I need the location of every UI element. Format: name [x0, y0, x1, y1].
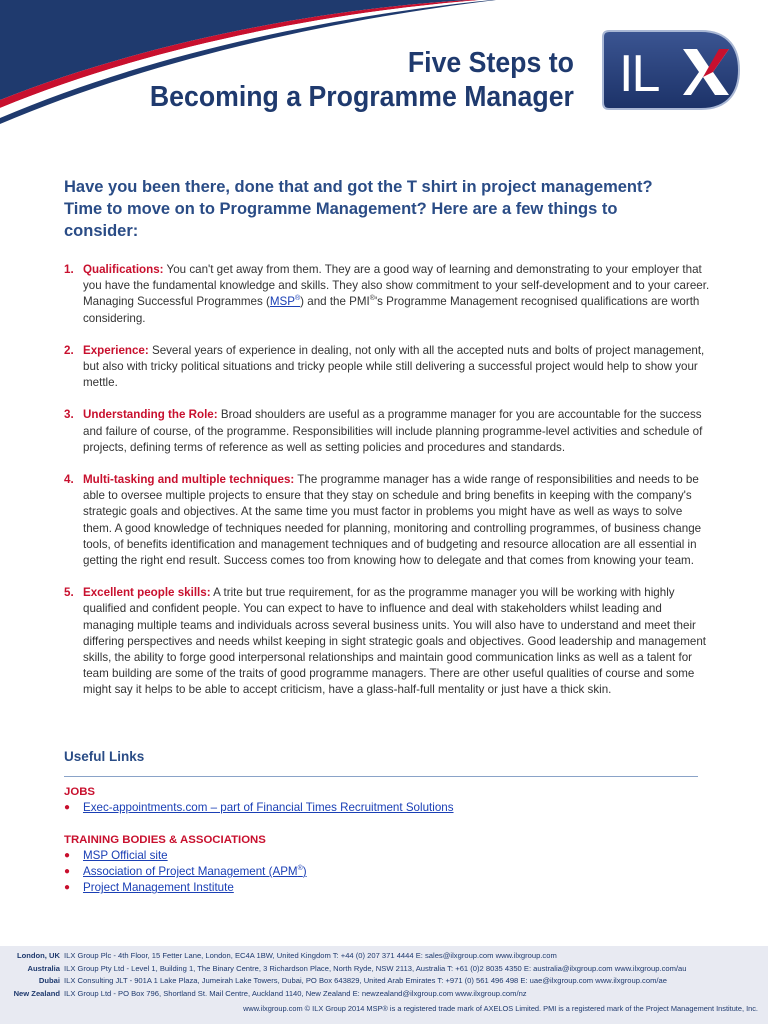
- office-city: Australia: [27, 963, 60, 973]
- step-label: Multi-tasking and multiple techniques:: [83, 473, 295, 487]
- msp-official-site-link[interactable]: MSP Official site: [83, 849, 168, 862]
- registered-mark: ®: [369, 295, 375, 303]
- registered-mark: ®: [295, 295, 301, 303]
- jobs-section: [64, 786, 704, 816]
- step-item-experience: [64, 343, 712, 392]
- list-item: [64, 848, 704, 864]
- steps-list: [64, 262, 712, 715]
- list-item: [64, 864, 704, 880]
- step-label: Qualifications:: [83, 263, 164, 276]
- office-details: ILX Group Ltd - PO Box 796, Shortland St. Mail Centre, Auckland 1140, New Zealand E: newzealand@ilxgroup.com www.ilxgroup.com/nz: [64, 988, 527, 998]
- step-text: Several years of experience in dealing, not only with all the accepted nuts and bolts of project management, but also with tricky political situations and tricky people while still delivering a successful project would help to show your mettle.: [83, 343, 705, 390]
- pmi-link[interactable]: Project Management Institute: [83, 881, 234, 895]
- office-details: ILX Consulting JLT - 901A 1 Lake Plaza, Jumeirah Lake Towers, Dubai, PO Box 643829, United Arab Emirates T: +971 (0) 561 496 498 E: uae@ilxgroup.com www.ilxgroup.com/ae: [64, 976, 667, 986]
- copyright-text: www.ilxgroup.com © ILX Group 2014 MSP® is a registered trade mark of AXELOS Limited. PMI is a registered mark of the Project Management Institute, Inc.: [243, 1004, 758, 1013]
- step-item-people-skills: [64, 585, 712, 698]
- step-number: 3.: [64, 408, 74, 422]
- step-text: You can't get away from them. They are a good way of learning and demonstrating to your employer that you have the fundamental knowledge and skills. They also show commitment to your self-development and to your career. Managing Successful Programmes (: [83, 263, 710, 309]
- office-city: Dubai: [38, 976, 60, 986]
- step-number: 4.: [64, 473, 74, 487]
- office-row-new-zealand: [0, 988, 768, 1001]
- intro-heading: Have you been there, done that and got the T shirt in project management? Time to move on to Programme Management? Here are a few things to consider:: [64, 178, 653, 240]
- step-text: A trite but true requirement, for as the programme manager you will be working with highly qualified and confident people. You can expect to have to influence and deal with stakeholders whilst leading and managing multiple teams and individuals across several business units. You will also have to understand and meet their differing perspectives and needs whilst keeping in sight strategic goals and objectives. Good leadership and management skills, the ability to forge good interpersonal relationships and maintain good communication links as well as a talent for team building are some of the traits of good programme managers. There are other useful qualities of course and some might say it helps to be able to accept criticism, have a glass-half-full mentality or just have a thick skin.: [83, 586, 707, 697]
- office-row-dubai: [0, 975, 768, 988]
- divider: [64, 776, 698, 777]
- apm-link[interactable]: [83, 865, 307, 878]
- bullet-icon: ●: [64, 866, 71, 878]
- step-text: The programme manager has a wide range of responsibilities and needs to be able to oversee multiple projects to ensure that they stay on schedule and bring benefits in keeping with the company's strategic goals and objectives. At the same time you must factor in problems you might have as well as ways to solve them. A good knowledge of techniques needed for planning, monitoring and controlling programmes, of business change tools, of benefits identification and management techniques and of budgeting and resource allocation are all essential in getting the right end result. Success comes too from knowing how to delegate and that comes from knowing your team.: [83, 473, 702, 568]
- apm-link-text: Association of Project Management (APM: [83, 865, 298, 879]
- registered-mark: ®: [297, 865, 303, 873]
- step-item-qualifications: [64, 262, 712, 327]
- title-line-1: Five Steps to: [407, 47, 574, 79]
- step-label: Understanding the Role:: [83, 408, 218, 422]
- step-number: 1.: [64, 263, 74, 276]
- jobs-list: [64, 800, 704, 816]
- jobs-heading: JOBS: [64, 786, 96, 798]
- office-row-australia: [0, 963, 768, 976]
- exec-appointments-link[interactable]: Exec-appointments.com – part of Financial Times Recruitment Solutions: [83, 801, 454, 814]
- office-details: ILX Group Plc - 4th Floor, 15 Fetter Lane, London, EC4A 1BW, United Kingdom T: +44 (0) 207 371 4444 E: sales@ilxgroup.com www.ilxgroup.com: [64, 951, 557, 960]
- msp-link-text: MSP: [269, 295, 295, 309]
- step-text: Broad shoulders are useful as a programme manager for you are accountable for the success and failure of course, of the programme. Responsibilities will include planning programme-level activities and schedule of projects, defining terms of reference as well as setting policies and procedures and standards.: [83, 408, 703, 454]
- page-title: [150, 46, 574, 114]
- list-item: [64, 880, 704, 896]
- training-section: [64, 834, 704, 897]
- useful-links-title: Useful Links: [64, 749, 145, 764]
- step-item-understanding-role: [64, 407, 712, 456]
- training-heading: TRAINING BODIES & ASSOCIATIONS: [64, 834, 266, 846]
- ilx-logo: [601, 29, 741, 111]
- step-text-b: ) and the PMI: [300, 295, 370, 309]
- bullet-icon: ●: [64, 802, 71, 813]
- footer-offices: [0, 950, 768, 1000]
- office-city: London, UK: [16, 951, 60, 960]
- step-item-multitasking: [64, 472, 712, 569]
- bullet-icon: ●: [64, 882, 71, 894]
- office-row-london: [0, 950, 768, 963]
- step-label: Excellent people skills:: [83, 586, 211, 600]
- step-number: 2.: [64, 343, 74, 357]
- office-city: New Zealand: [13, 988, 60, 998]
- footer-copyright: [0, 1004, 768, 1013]
- step-number: 5.: [64, 586, 74, 600]
- title-line-2: Becoming a Programme Manager: [149, 81, 574, 113]
- bullet-icon: ●: [64, 850, 71, 861]
- step-label: Experience:: [83, 343, 149, 357]
- msp-link[interactable]: [270, 295, 300, 308]
- list-item: [64, 800, 704, 816]
- training-list: [64, 848, 704, 897]
- svg-text:IL: IL: [619, 45, 659, 103]
- apm-link-suffix: ): [302, 865, 307, 879]
- step-text-c: 's Programme Management recognised qualifications are worth considering.: [83, 295, 700, 325]
- office-details: ILX Group Pty Ltd - Level 1, Building 1, The Binary Centre, 3 Richardson Place, North Ryde, NSW 2113, Australia T: +61 (0)2 8035 4350 E: australia@ilxgroup.com www.ilxgroup.com/au: [64, 963, 687, 973]
